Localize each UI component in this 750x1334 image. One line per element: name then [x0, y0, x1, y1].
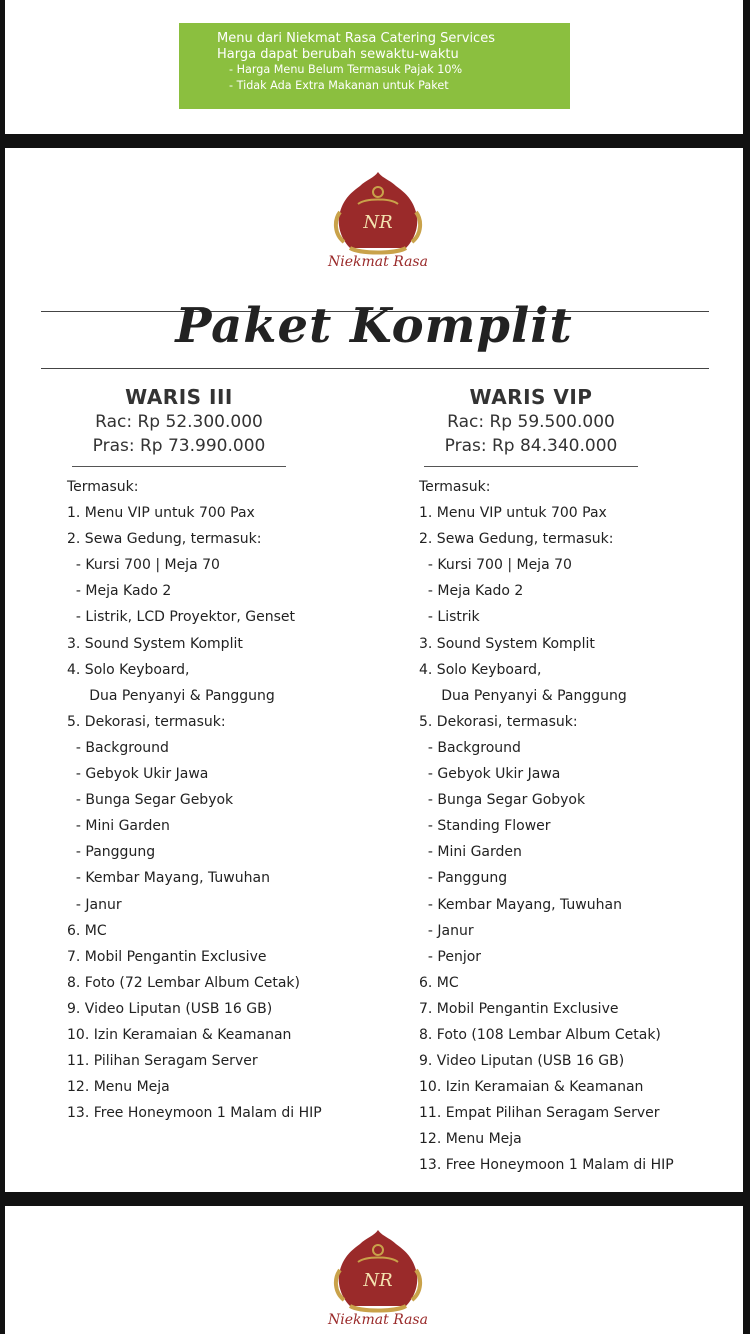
list-item: - Standing Flower [419, 818, 551, 835]
niekmat-rasa-logo [323, 1226, 433, 1328]
list-item: - Panggung [67, 844, 156, 861]
list-item: 12. Menu Meja [67, 1079, 170, 1096]
list-item: - Bunga Segar Gobyok [419, 792, 586, 809]
list-item: - Background [67, 739, 169, 756]
list-item: - Background [419, 739, 521, 756]
notice-line-3: - Harga Menu Belum Termasuk Pajak 10% [229, 63, 463, 76]
list-item: - Janur [67, 896, 122, 913]
package-price-pras: Pras: Rp 84.340.000 [444, 436, 618, 456]
list-item: 11. Empat Pilihan Seragam Server [419, 1105, 660, 1122]
list-item: 9. Video Liputan (USB 16 GB) [67, 1000, 273, 1017]
list-item: 1. Menu VIP untuk 700 Pax [419, 505, 607, 522]
notice-line-4: - Tidak Ada Extra Makanan untuk Paket [229, 78, 449, 92]
title-rule-bottom [41, 368, 709, 369]
list-item: 5. Dekorasi, termasuk: [67, 713, 226, 730]
crest-icon [330, 1226, 426, 1314]
crest-icon [330, 168, 426, 256]
list-item: - Listrik [419, 609, 480, 626]
list-item: 4. Solo Keyboard, [419, 661, 542, 678]
list-item: Dua Penyanyi & Panggung [419, 687, 627, 704]
list-item: - Gebyok Ukir Jawa [67, 766, 209, 783]
list-item: 6. MC [419, 974, 459, 991]
list-item: - Mini Garden [419, 844, 522, 861]
list-item: 13. Free Honeymoon 1 Malam di HIP [67, 1105, 322, 1122]
previous-page [5, 0, 743, 134]
next-page [5, 1206, 743, 1334]
list-item: 4. Solo Keyboard, [67, 661, 190, 678]
list-item: - Listrik, LCD Proyektor, Genset [67, 609, 295, 626]
brand-name: Niekmat Rasa [328, 254, 428, 270]
list-item: 10. Izin Keramaian & Keamanan [67, 1026, 292, 1043]
list-item: 7. Mobil Pengantin Exclusive [67, 948, 267, 965]
list-item: 12. Menu Meja [419, 1131, 522, 1148]
list-item: 2. Sewa Gedung, termasuk: [419, 531, 614, 548]
list-item: - Janur [419, 922, 474, 939]
list-item: 13. Free Honeymoon 1 Malam di HIP [419, 1157, 674, 1174]
list-item: 5. Dekorasi, termasuk: [419, 713, 578, 730]
list-item: - Panggung [419, 870, 508, 887]
list-item: 3. Sound System Komplit [67, 635, 243, 652]
list-item: 1. Menu VIP untuk 700 Pax [67, 505, 255, 522]
niekmat-rasa-logo [323, 168, 433, 270]
package-name: WARIS VIP [469, 385, 593, 409]
list-item: - Bunga Segar Gebyok [67, 792, 234, 809]
price-notice-banner [179, 23, 570, 109]
list-item: - Meja Kado 2 [419, 583, 524, 600]
package-price-rac: Rac: Rp 52.300.000 [95, 412, 263, 432]
list-item: 10. Izin Keramaian & Keamanan [419, 1079, 644, 1096]
package-divider [424, 466, 638, 467]
package-price-pras: Pras: Rp 73.990.000 [92, 436, 266, 456]
list-item: 3. Sound System Komplit [419, 635, 595, 652]
svg-text:NR: NR [363, 212, 393, 233]
page-title: Paket Komplit [175, 298, 573, 354]
includes-list [419, 500, 739, 1178]
package-price-rac: Rac: Rp 59.500.000 [447, 412, 615, 432]
list-item: 6. MC [67, 922, 107, 939]
list-item: - Kembar Mayang, Tuwuhan [67, 870, 270, 887]
list-item: - Kursi 700 | Meja 70 [419, 557, 572, 574]
brand-name: Niekmat Rasa [328, 1312, 428, 1328]
list-item: - Penjor [419, 948, 482, 965]
package-list-waris-vip [419, 474, 739, 1179]
menu-page [5, 148, 743, 1192]
package-header-waris-vip [411, 384, 651, 467]
list-item: 7. Mobil Pengantin Exclusive [419, 1000, 619, 1017]
notice-line-1: Menu dari Niekmat Rasa Catering Services [217, 31, 495, 46]
list-item: - Gebyok Ukir Jawa [419, 766, 561, 783]
list-item: 9. Video Liputan (USB 16 GB) [419, 1053, 625, 1070]
list-item: - Meja Kado 2 [67, 583, 172, 600]
list-item: - Kembar Mayang, Tuwuhan [419, 896, 622, 913]
list-item: - Mini Garden [67, 818, 170, 835]
list-item: 8. Foto (72 Lembar Album Cetak) [67, 974, 300, 991]
package-name: WARIS III [125, 385, 233, 409]
list-item: - Kursi 700 | Meja 70 [67, 557, 220, 574]
list-item: 11. Pilihan Seragam Server [67, 1053, 258, 1070]
package-header-waris-iii [59, 384, 299, 467]
package-divider [72, 466, 286, 467]
includes-label: Termasuk: [419, 479, 491, 495]
includes-list [67, 500, 387, 1126]
list-item: Dua Penyanyi & Panggung [67, 687, 275, 704]
package-list-waris-iii [67, 474, 387, 1126]
list-item: 2. Sewa Gedung, termasuk: [67, 531, 262, 548]
notice-line-2: Harga dapat berubah sewaktu-waktu [217, 46, 459, 62]
includes-label: Termasuk: [67, 479, 139, 495]
svg-text:NR: NR [363, 1270, 393, 1291]
list-item: 8. Foto (108 Lembar Album Cetak) [419, 1026, 661, 1043]
